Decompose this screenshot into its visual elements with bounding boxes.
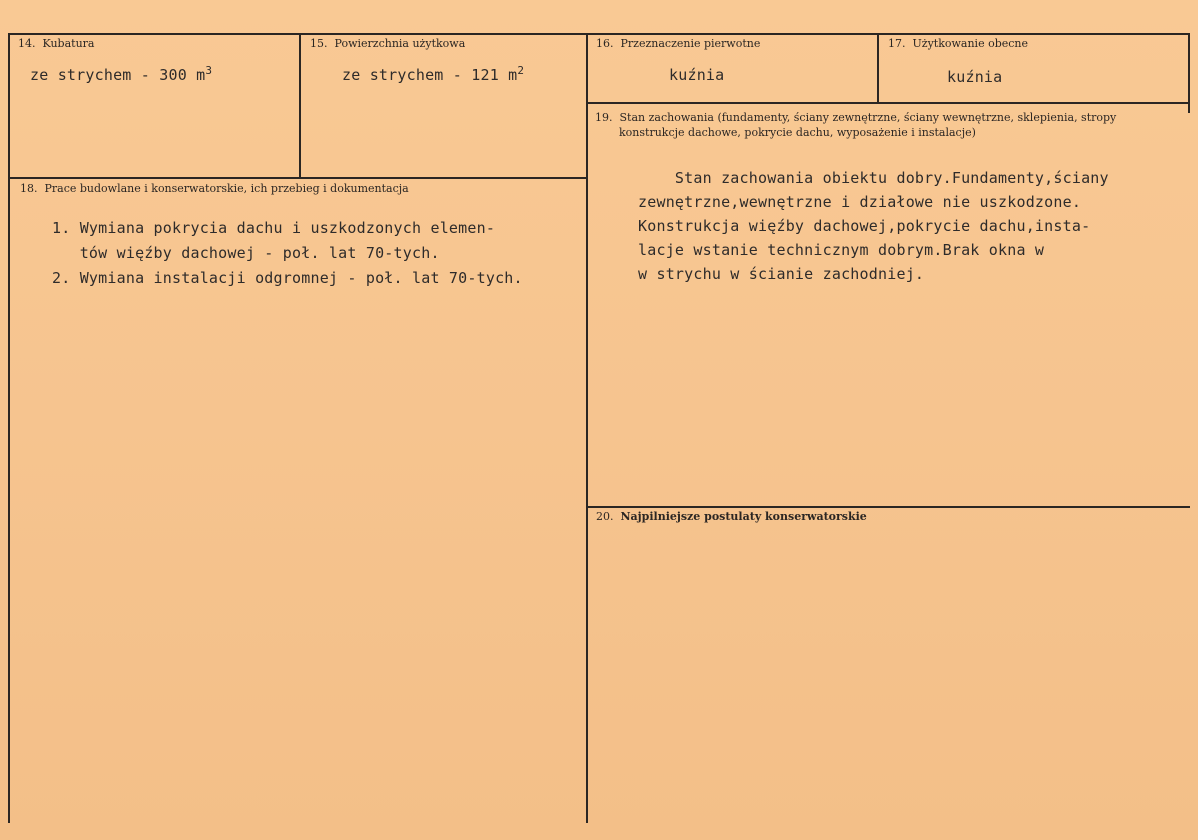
- field-19-title-line1: Stan zachowania (fundamenty, ściany zewnętrzne, ściany wewnętrzne, sklepienia, stropy: [619, 111, 1117, 124]
- field-18-label: [20, 182, 409, 196]
- field-14-title: Kubatura: [42, 37, 95, 50]
- rule-above-18: [8, 177, 587, 179]
- field-14-number: 14.: [18, 37, 36, 50]
- field-15-superscript: 2: [517, 64, 525, 77]
- field-15-value: [342, 64, 524, 84]
- field-15-text: ze strychem - 121 m: [342, 66, 518, 84]
- field-15-title: Powierzchnia użytkowa: [334, 37, 466, 50]
- field-14-label: [18, 37, 94, 51]
- field-19-line: w strychu w ścianie zachodniej.: [638, 265, 925, 283]
- right-border: [1188, 33, 1190, 113]
- field-15-number: 15.: [310, 37, 328, 50]
- left-border: [8, 33, 10, 823]
- field-19-line: Konstrukcja więźby dachowej,pokrycie dachu,insta-: [638, 217, 1091, 235]
- field-19-title-line2: konstrukcje dachowe, pokrycie dachu, wyposażenie i instalacje): [619, 126, 976, 139]
- field-17-number: 17.: [888, 37, 906, 50]
- field-19-line: Stan zachowania obiektu dobry.Fundamenty,ściany: [638, 169, 1109, 187]
- field-18-line: 1. Wymiana pokrycia dachu i uszkodzonych elemen-: [52, 219, 496, 237]
- field-16-number: 16.: [596, 37, 614, 50]
- divider-14-15: [299, 33, 301, 177]
- rule-above-20: [587, 506, 1190, 508]
- top-rule: [8, 33, 1190, 35]
- field-17-value: kuźnia: [947, 68, 1003, 86]
- field-16-title: Przeznaczenie pierwotne: [620, 37, 761, 50]
- field-17-label: [888, 37, 1028, 51]
- rule-below-16-17: [587, 102, 1190, 104]
- field-18-line: 2. Wymiana instalacji odgromnej - poł. lat 70-tych.: [52, 269, 523, 287]
- field-16-label: [596, 37, 760, 51]
- field-19-line: zewnętrzne,wewnętrzne i działowe nie uszkodzone.: [638, 193, 1082, 211]
- divider-16-17: [877, 33, 879, 102]
- field-20-title: Najpilniejsze postulaty konserwatorskie: [620, 510, 867, 523]
- field-15-label: [310, 37, 465, 51]
- field-19-label: [595, 111, 1116, 125]
- field-19-line: lacje wstanie technicznym dobrym.Brak okna w: [638, 241, 1045, 259]
- field-20-number: 20.: [596, 510, 614, 523]
- field-20-label: [596, 510, 867, 524]
- field-18-line: tów więźby dachowej - poł. lat 70-tych.: [52, 244, 440, 262]
- field-14-text: ze strychem - 300 m: [30, 66, 206, 84]
- center-divider: [586, 33, 588, 823]
- field-14-value: [30, 64, 212, 84]
- field-16-value: kuźnia: [669, 66, 725, 84]
- field-18-title: Prace budowlane i konserwatorskie, ich przebieg i dokumentacja: [44, 182, 409, 195]
- field-19-number: 19.: [595, 111, 613, 124]
- field-14-superscript: 3: [205, 64, 213, 77]
- field-17-title: Użytkowanie obecne: [912, 37, 1028, 50]
- field-18-number: 18.: [20, 182, 38, 195]
